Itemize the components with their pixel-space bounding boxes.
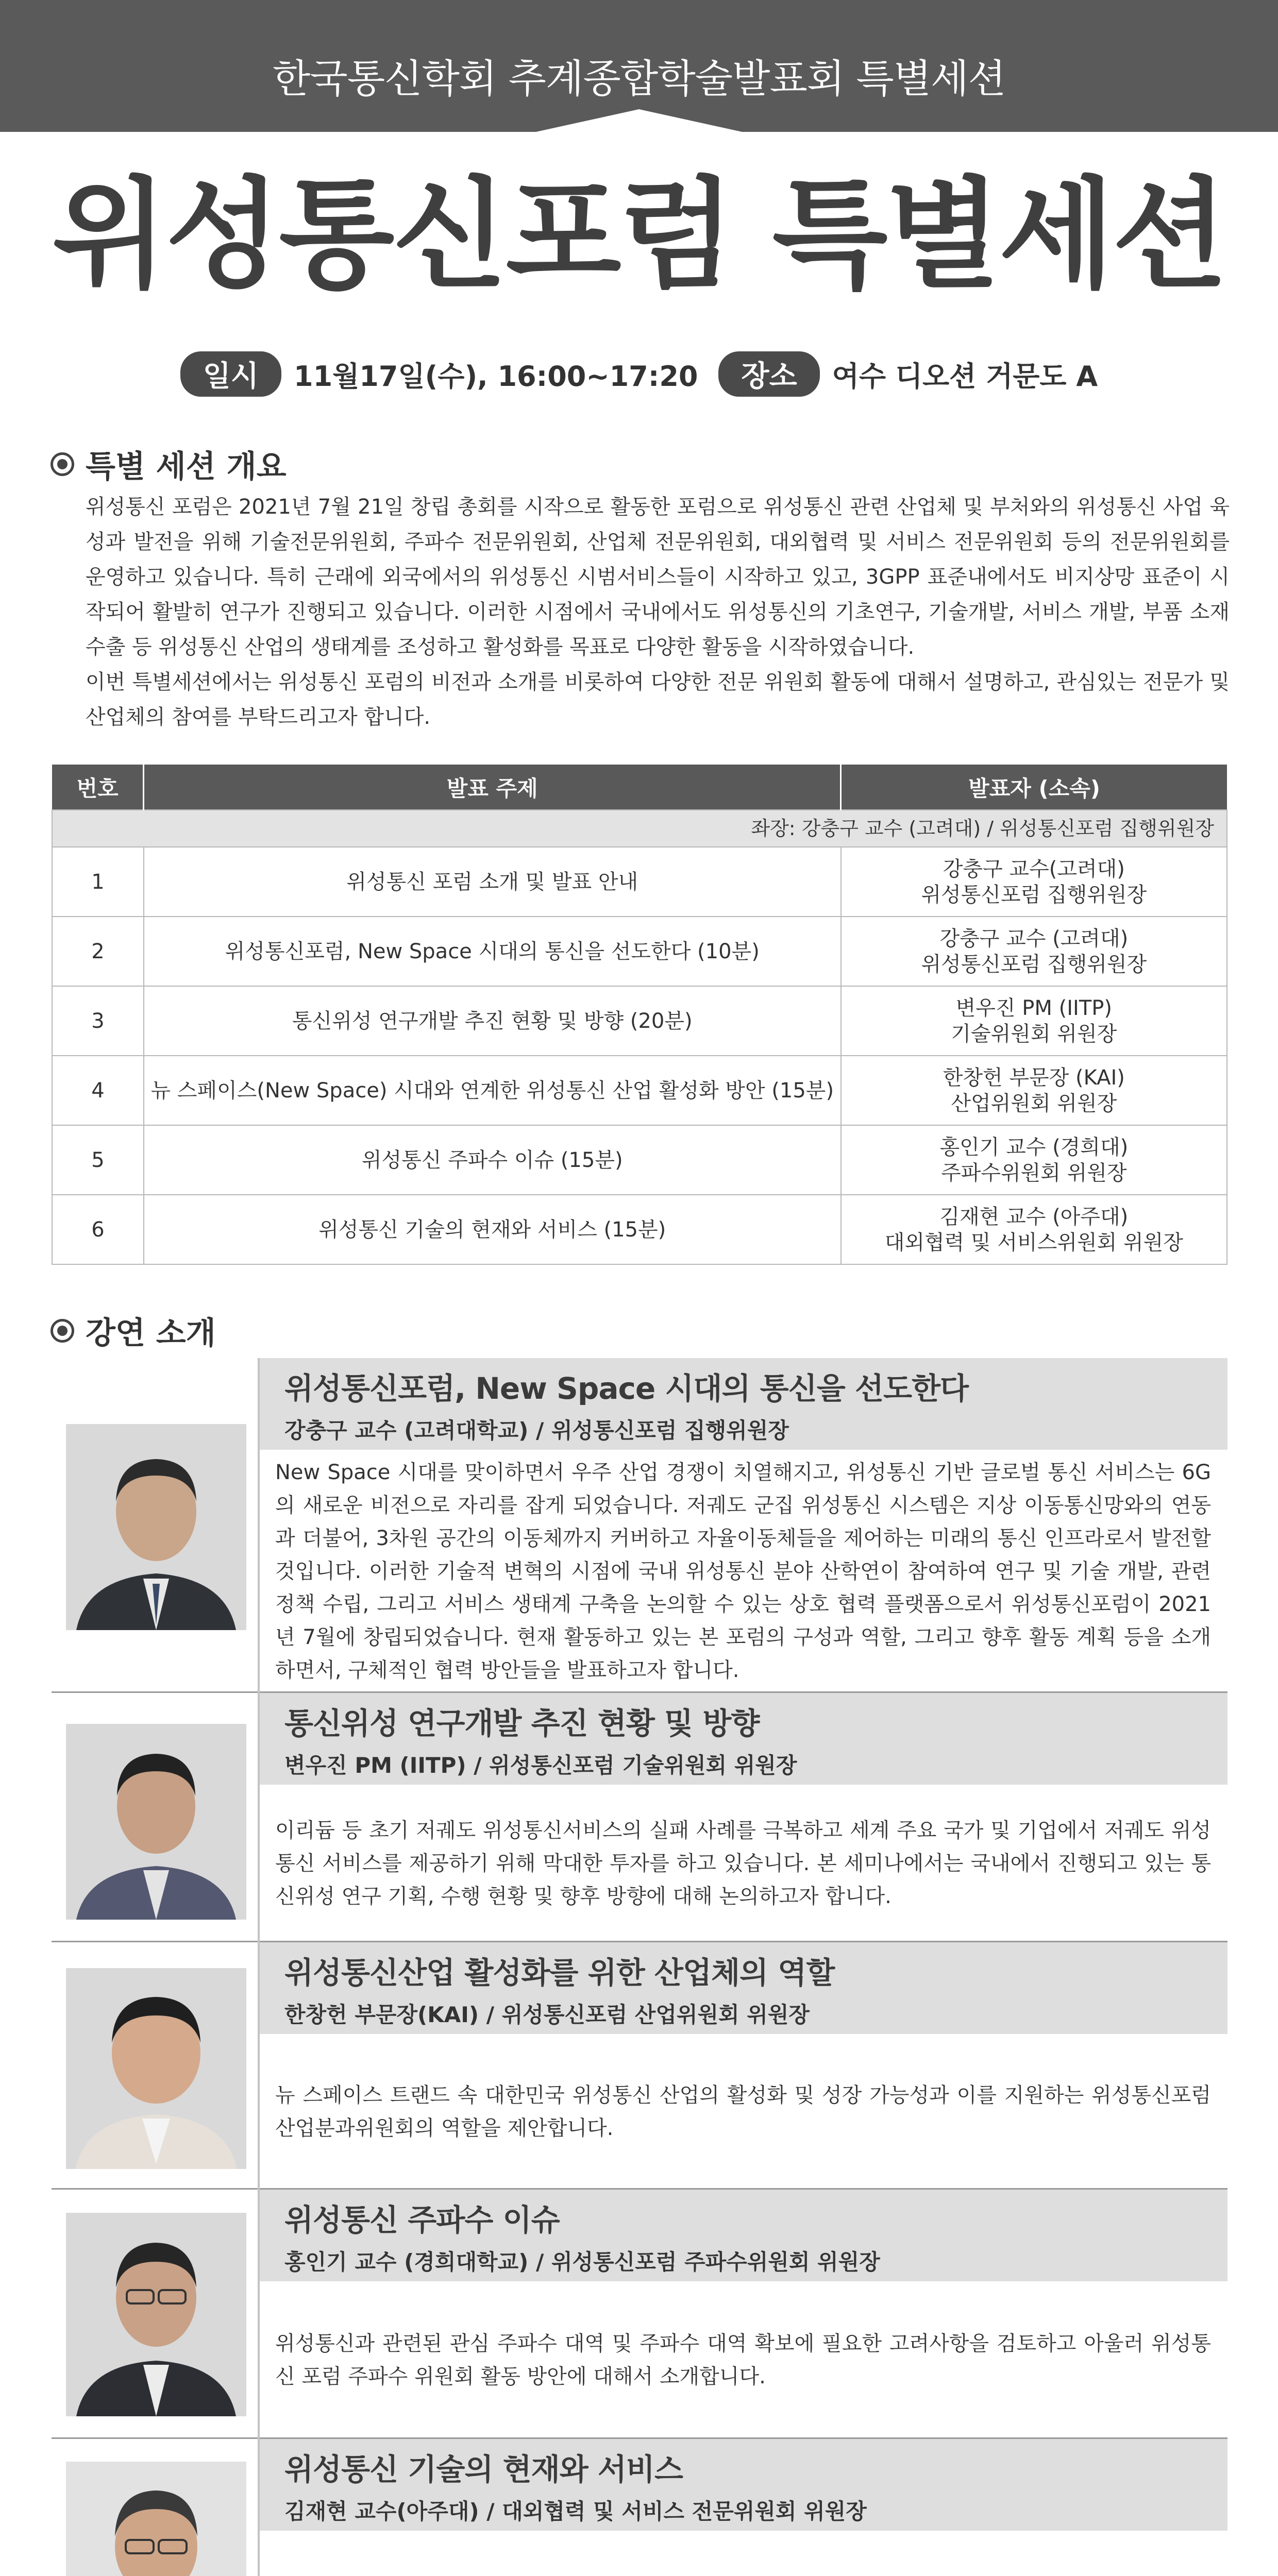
table-row: [52, 1125, 1227, 1195]
talk-description: 뉴 스페이스 트랜드 속 대한민국 위성통신 산업의 활성화 및 성장 가능성과 이를 지원하는 위성통신포럼 산업분과위원회의 역할을 제안합니다.: [275, 2083, 1211, 2140]
speaker-photo-avatar: [66, 1968, 246, 2169]
talk-speaker: 강충구 교수 (고려대학교) / 위성통신포럼 집행위원장: [284, 1418, 789, 1443]
talk-speaker: 홍인기 교수 (경희대학교) / 위성통신포럼 주파수위원회 위원장: [284, 2249, 880, 2275]
talks-heading: [51, 1309, 216, 1353]
schedule-table: [52, 765, 1227, 1265]
date-value: 11월17일(수), 16:00~17:20: [294, 360, 698, 393]
speaker-photo-avatar: [66, 1724, 246, 1920]
row-topic: 위성통신 주파수 이슈 (15분): [144, 1125, 841, 1195]
talk-title-box: [258, 2190, 1227, 2281]
table-row: [52, 1056, 1227, 1125]
speaker-photo-avatar: [66, 1424, 246, 1630]
talk-card: [52, 1693, 1227, 1942]
speaker-role: 기술위원회 위원장: [951, 1022, 1117, 1046]
banner-text: 한국통신학회 추계종합학술발표회 특별세션: [272, 56, 1006, 101]
talk-description: 이리듐 등 초기 저궤도 위성통신서비스의 실패 사례를 극복하고 세계 주요 국가 및 기업에서 저궤도 위성통신 서비스를 제공하기 위해 막대한 투자를 하고 있습니다. 본 세미나에서는 국내에서 진행되고 있는 통신위성 연구 기획, 수행 현황 및 향후 방향에 대해 논의하고자 합니다.: [275, 1819, 1211, 1908]
speaker-role: 위성통신포럼 집행위원장: [921, 952, 1147, 976]
bullet-target-icon: [51, 452, 74, 476]
talk-title: 위성통신포럼, New Space 시대의 통신을 선도한다: [284, 1371, 969, 1406]
talk-title: 위성통신 기술의 현재와 서비스: [284, 2452, 683, 2487]
speaker-name: 강충구 교수(고려대): [943, 857, 1125, 881]
overview-paragraph-1: 위성통신 포럼은 2021년 7월 21일 창립 총회를 시작으로 활동한 포럼으로 위성통신 관련 산업체 및 부처와의 위성통신 사업 육성과 발전을 위해 기술전문위원회, 주파수 전문위원회, 산업체 전문위원회, 대외협력 및 서비스 전문위원회 등의 전문위원회를 운영하고 있습니다. 특히 근래에 외국에서의 위성통신 시범서비스들이 시작하고 있고, 3GPP 표준내에서도 비지상망 표준이 시작되어 활발히 연구가 진행되고 있습니다. 이러한 시점에서 국내에서도 위성통신의 기초연구, 기술개발, 서비스 개발, 부품 소재 수출 등 위성통신 산업의 생태계를 조성하고 활성화를 목표로 다양한 활동을 시작하였습니다.: [86, 495, 1230, 659]
talk-speaker: 한창헌 부문장(KAI) / 위성통신포럼 산업위원회 위원장: [284, 2002, 810, 2027]
talk-title-box: [258, 2439, 1227, 2531]
talk-description: New Space 시대를 맞이하면서 우주 산업 경쟁이 치열해지고, 위성통신 기반 글로벌 통신 서비스는 6G의 새로운 비전으로 자리를 잡게 되었습니다. 저궤도 군집 위성통신 시스템은 지상 이동통신망와의 연동과 더불어, 3차원 공간의 이동체까지 커버하고 자율이동체들을 제어하는 미래의 통신 인프라로서 발전할 것입니다. 이러한 기술적 변혁의 시점에 국내 위성통신 분야 산학연이 참여하여 연구 및 기술 개발, 관련 정책 수립, 그리고 서비스 생태계 구축을 논의할 수 있는 상호 협력 플랫폼으로서 위성통신포럼이 2021년 7월에 창립되었습니다. 현재 활동하고 있는 본 포럼의 구성과 역할, 그리고 향후 활동 계획 등을 소개하면서, 구체적인 협력 방안들을 발표하고자 합니다.: [275, 1461, 1211, 1682]
row-topic: 통신위성 연구개발 추진 현황 및 방향 (20분): [144, 986, 841, 1056]
header-speaker: 발표자 (소속): [841, 765, 1227, 810]
talk-description: 위성통신과 관련된 관심 주파수 대역 및 주파수 대역 확보에 필요한 고려사항을 검토하고 아울러 위성통신 포럼 주파수 위원회 활동 방안에 대해서 소개합니다.: [275, 2332, 1211, 2388]
talk-card: [52, 1358, 1227, 1693]
chair-row: [52, 810, 1227, 847]
row-topic: 위성통신포럼, New Space 시대의 통신을 선도한다 (10분): [144, 917, 841, 986]
talk-body-box: [258, 1450, 1227, 1693]
place-value: 여수 디오션 거문도 A: [832, 360, 1098, 393]
row-number: 4: [52, 1056, 144, 1125]
main-title: 위성통신포럼 특별세션: [52, 165, 1226, 304]
talk-card: [52, 1942, 1227, 2190]
table-row: [52, 847, 1227, 917]
row-speaker: [841, 1195, 1227, 1264]
row-topic: 위성통신 포럼 소개 및 발표 안내: [144, 847, 841, 917]
row-number: 6: [52, 1195, 144, 1264]
talk-title-box: [258, 1942, 1227, 2034]
table-row: [52, 986, 1227, 1056]
speaker-name: 강충구 교수 (고려대): [939, 926, 1129, 951]
row-number: 1: [52, 847, 144, 917]
overview-text: [86, 489, 1230, 735]
speaker-role: 위성통신포럼 집행위원장: [921, 883, 1147, 907]
talk-title-box: [258, 1358, 1227, 1450]
talk-title: 위성통신 주파수 이슈: [284, 2202, 560, 2238]
row-number: 5: [52, 1125, 144, 1195]
row-number: 2: [52, 917, 144, 986]
talk-body-box: [258, 2034, 1227, 2190]
table-row: [52, 917, 1227, 986]
speaker-name: 한창헌 부문장 (KAI): [943, 1065, 1125, 1090]
speaker-role: 대외협력 및 서비스위원회 위원장: [884, 1230, 1183, 1255]
talk-title-box: [258, 1693, 1227, 1785]
table-header-row: [52, 765, 1227, 810]
overview-heading-text: 특별 세션 개요: [86, 449, 287, 485]
speaker-photo-avatar: [66, 2462, 246, 2576]
top-banner: [0, 0, 1278, 132]
chair-cell: 좌장: 강충구 교수 (고려대) / 위성통신포럼 집행위원장: [52, 810, 1227, 847]
place-label: 장소: [718, 351, 819, 397]
date-label: 일시: [180, 351, 281, 397]
row-speaker: [841, 847, 1227, 917]
talks-heading-text: 강연 소개: [86, 1315, 216, 1351]
row-topic: 위성통신 기술의 현재와 서비스 (15분): [144, 1195, 841, 1264]
talk-title: 위성통신산업 활성화를 위한 산업체의 역할: [284, 1955, 835, 1990]
header-number: 번호: [52, 765, 144, 810]
speaker-photo-avatar: [66, 2213, 246, 2416]
speaker-role: 주파수위원회 위원장: [941, 1161, 1127, 1185]
overview-heading: [51, 442, 287, 486]
talk-body-box: [258, 2531, 1227, 2576]
row-topic: 뉴 스페이스(New Space) 시대와 연계한 위성통신 산업 활성화 방안 (15분): [144, 1056, 841, 1125]
row-speaker: [841, 1056, 1227, 1125]
speaker-name: 변우진 PM (IITP): [955, 996, 1112, 1020]
row-speaker: [841, 917, 1227, 986]
talk-title: 통신위성 연구개발 추진 현황 및 방향: [284, 1706, 760, 1741]
table-row: [52, 1195, 1227, 1264]
speaker-name: 김재현 교수 (아주대): [939, 1205, 1129, 1229]
overview-paragraph-2: 이번 특별세션에서는 위성통신 포럼의 비전과 소개를 비롯하여 다양한 전문 위원회 활동에 대해서 설명하고, 관심있는 전문가 및 산업체의 참여를 부탁드리고자 합니다.: [86, 670, 1230, 729]
row-speaker: [841, 1125, 1227, 1195]
talk-body-box: [258, 2281, 1227, 2439]
talk-description: [260, 2573, 1227, 2576]
bullet-target-icon: [51, 1319, 74, 1343]
talk-speaker: 변우진 PM (IITP) / 위성통신포럼 기술위원회 위원장: [284, 1753, 797, 1778]
row-number: 3: [52, 986, 144, 1056]
talk-card: [52, 2439, 1227, 2576]
talk-card: [52, 2190, 1227, 2439]
talk-body-box: [258, 1785, 1227, 1942]
header-topic: 발표 주제: [144, 765, 841, 810]
speaker-role: 산업위원회 위원장: [951, 1091, 1117, 1115]
event-info: [0, 351, 1278, 397]
row-speaker: [841, 986, 1227, 1056]
talk-speaker: 김재현 교수(아주대) / 대외협력 및 서비스 전문위원회 위원장: [284, 2499, 867, 2524]
speaker-name: 홍인기 교수 (경희대): [939, 1135, 1129, 1159]
